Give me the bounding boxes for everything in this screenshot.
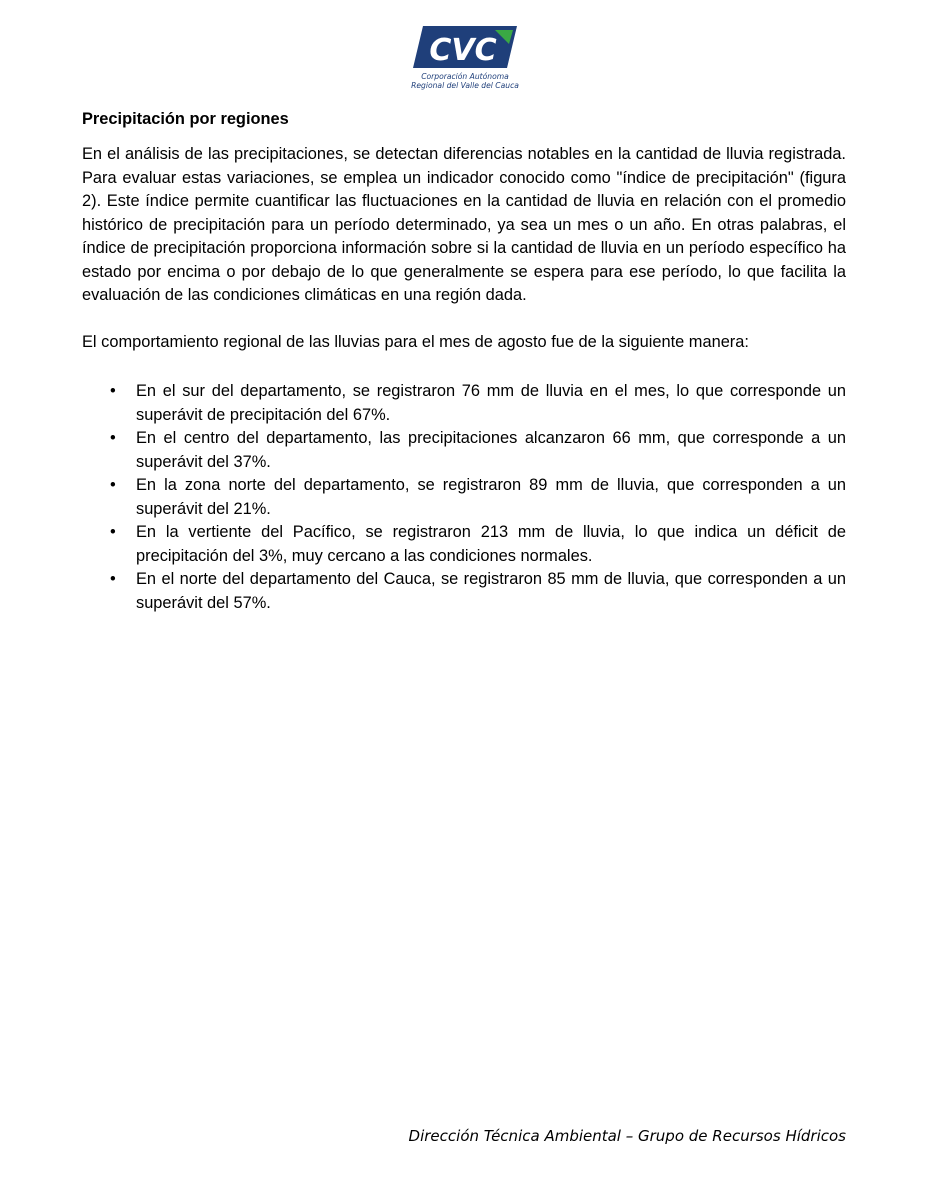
regional-rainfall-list (82, 380, 846, 615)
list-item-text: En el norte del departamento del Cauca, se registraron 85 mm de lluvia, que corresponden a un superávit del 57%. (136, 570, 846, 612)
list-item (82, 474, 846, 521)
document-body (82, 108, 846, 615)
list-item-text: En la vertiente del Pacífico, se registraron 213 mm de lluvia, lo que indica un déficit de precipitación del 3%, muy cercano a las condiciones normales. (136, 523, 846, 565)
list-item (82, 521, 846, 568)
cvc-logo-line2: Regional del Valle del Cauca (411, 81, 519, 90)
bullet-icon: • (110, 382, 116, 400)
list-item (82, 568, 846, 615)
list-item (82, 427, 846, 474)
intro-paragraph: En el análisis de las precipitaciones, se detectan diferencias notables en la cantidad de lluvia registrada. Para evaluar estas variaciones, se emplea un indicador conocido como "índice de precipitación" (figura 2). Este índice permite cuantificar las fluctuaciones en la cantidad de lluvia en relación con el promedio histórico de precipitación para un período determinado, ya sea un mes o un año. En otras palabras, el índice de precipitación proporciona información sobre si la cantidad de lluvia en un período específico ha estado por encima o por debajo de lo que generalmente se espera para ese período, lo que facilita la evaluación de las condiciones climáticas en una región dada. (82, 145, 846, 304)
list-item-text: En el centro del departamento, las precipitaciones alcanzaron 66 mm, que corresponde a un superávit del 37%. (136, 429, 846, 471)
list-item (82, 380, 846, 427)
cvc-logo-acronym: CVC (429, 33, 497, 68)
regional-behavior-paragraph: El comportamiento regional de las lluvias para el mes de agosto fue de la siguiente manera: (82, 332, 749, 351)
cvc-logo-line1: Corporación Autónoma (421, 72, 509, 81)
bullet-icon: • (110, 429, 116, 447)
bullet-icon: • (110, 476, 116, 494)
list-item-text: En la zona norte del departamento, se registraron 89 mm de lluvia, que corresponden a un superávit del 21%. (136, 476, 846, 518)
bullet-icon: • (110, 523, 116, 541)
cvc-logo-mark (409, 22, 521, 72)
page-footer: Dirección Técnica Ambiental – Grupo de Recursos Hídricos (408, 1127, 846, 1145)
bullet-icon: • (110, 570, 116, 588)
section-title: Precipitación por regiones (82, 110, 289, 128)
list-item-text: En el sur del departamento, se registraron 76 mm de lluvia en el mes, lo que corresponde un superávit de precipitación del 67%. (136, 382, 846, 424)
cvc-logo (409, 22, 521, 98)
